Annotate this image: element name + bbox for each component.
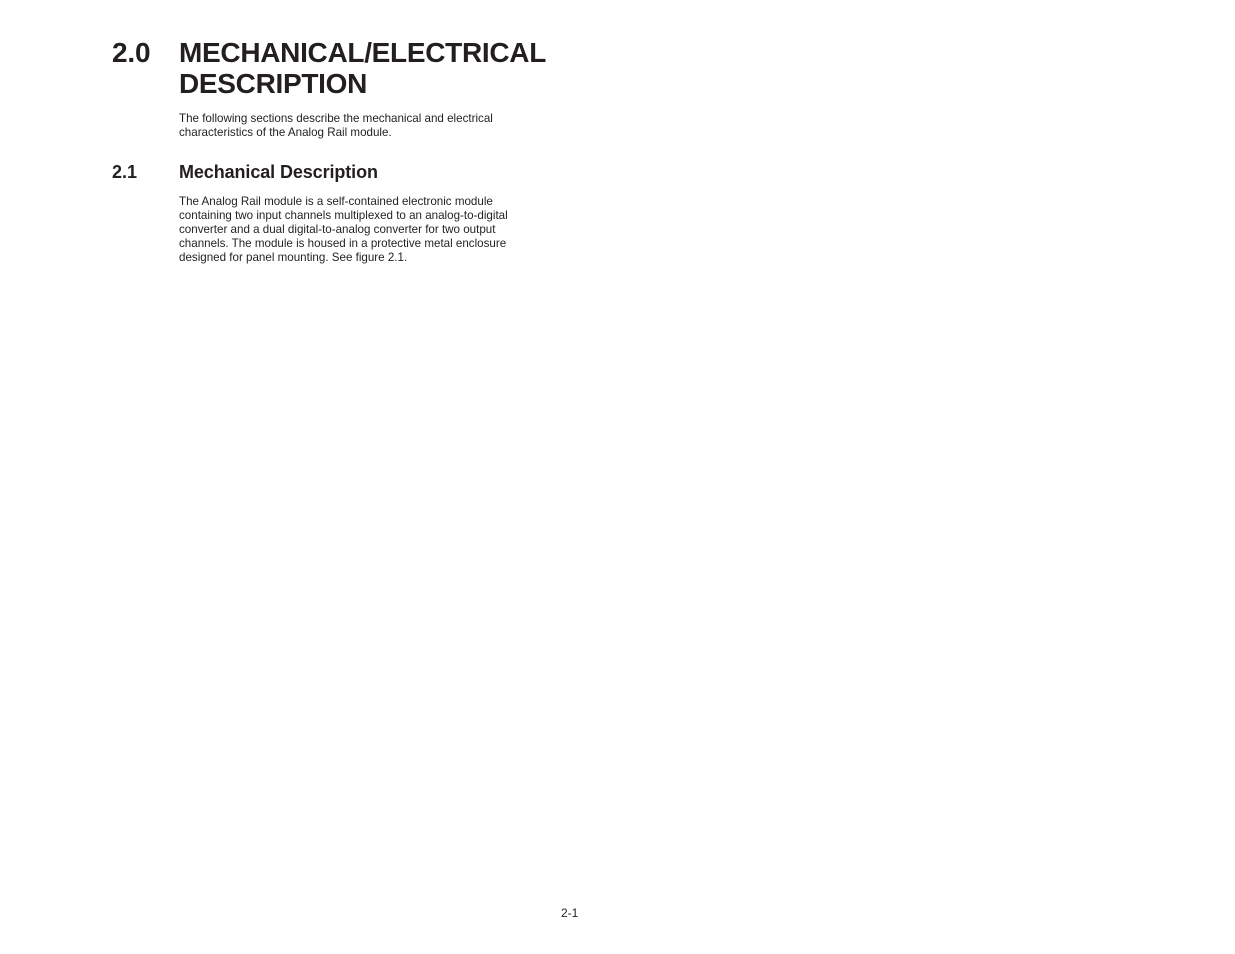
section-title-line: MECHANICAL/ELECTRICAL [179,37,547,68]
subsection-paragraph [179,195,559,265]
paragraph-line: containing two input channels multiplexed to an analog-to-digital [179,209,508,222]
subsection-number: 2.1 [112,162,138,182]
section-title-line: DESCRIPTION [179,68,368,99]
section-number: 2.0 [112,37,151,68]
paragraph-line: The Analog Rail module is a self-contained electronic module [179,195,493,208]
paragraph-line: channels. The module is housed in a protective metal enclosure [179,237,507,250]
paragraph-line: designed for panel mounting. See figure 2.1. [179,251,408,264]
subsection-title: Mechanical Description [179,162,378,182]
section-title [179,37,546,99]
intro-line: characteristics of the Analog Rail module. [179,126,392,139]
paragraph-line: converter and a dual digital-to-analog converter for two output [179,223,496,236]
section-heading [112,37,632,99]
intro-line: The following sections describe the mechanical and electrical [179,112,493,125]
page-number: 2-1 [561,906,579,920]
subsection-heading [112,161,512,183]
section-intro-paragraph [179,112,559,140]
